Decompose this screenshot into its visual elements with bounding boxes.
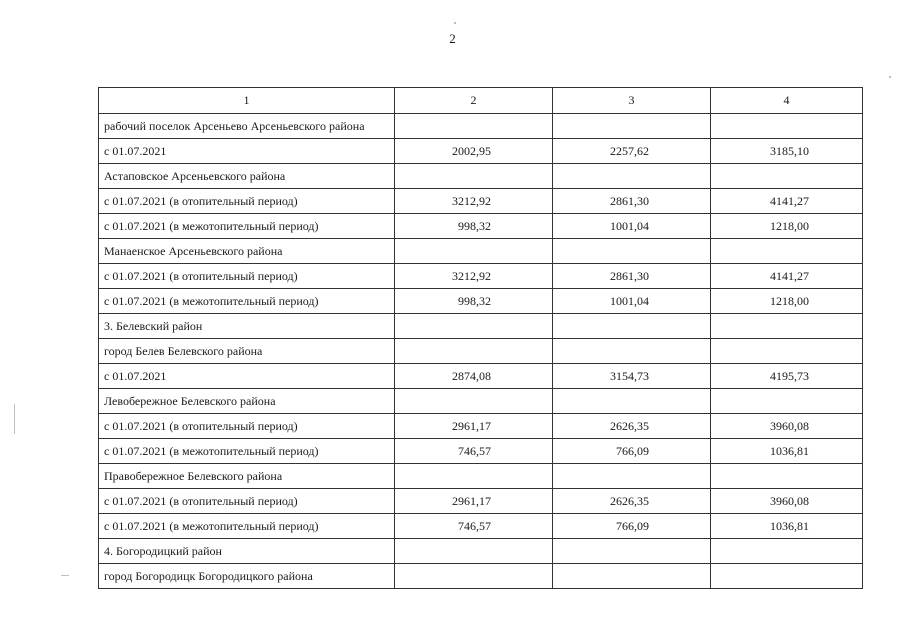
table-header <box>99 88 863 114</box>
row-label: рабочий поселок Арсеньево Арсеньевского района <box>99 114 395 139</box>
row-label: с 01.07.2021 <box>99 364 395 389</box>
column-header-3: 3 <box>553 88 711 114</box>
value-column-2 <box>395 564 553 589</box>
column-header-1: 1 <box>99 88 395 114</box>
value-column-3 <box>553 389 711 414</box>
row-label: Левобережное Белевского района <box>99 389 395 414</box>
value-column-3 <box>553 239 711 264</box>
header-row <box>99 88 863 114</box>
column-header-2: 2 <box>395 88 553 114</box>
value-column-2 <box>395 114 553 139</box>
value-column-4 <box>711 164 863 189</box>
table-row <box>99 339 863 364</box>
value-column-3: 1001,04 <box>553 289 711 314</box>
value-column-3: 2626,35 <box>553 489 711 514</box>
value-column-3: 1001,04 <box>553 214 711 239</box>
table-row <box>99 439 863 464</box>
value-column-3: 2861,30 <box>553 189 711 214</box>
value-column-2: 3212,92 <box>395 189 553 214</box>
value-column-2 <box>395 164 553 189</box>
table-row <box>99 114 863 139</box>
value-column-3: 2861,30 <box>553 264 711 289</box>
value-column-4: 4141,27 <box>711 264 863 289</box>
scan-artifact <box>454 22 456 24</box>
table-row <box>99 164 863 189</box>
value-column-3: 766,09 <box>553 439 711 464</box>
value-column-3 <box>553 339 711 364</box>
table-row <box>99 214 863 239</box>
value-column-2 <box>395 389 553 414</box>
value-column-2: 2961,17 <box>395 489 553 514</box>
row-label: с 01.07.2021 (в межотопительный период) <box>99 289 395 314</box>
value-column-2: 746,57 <box>395 439 553 464</box>
row-label: с 01.07.2021 (в отопительный период) <box>99 414 395 439</box>
tariff-table <box>98 87 863 589</box>
value-column-4 <box>711 564 863 589</box>
row-label: город Белев Белевского района <box>99 339 395 364</box>
row-label: с 01.07.2021 (в отопительный период) <box>99 489 395 514</box>
value-column-3: 3154,73 <box>553 364 711 389</box>
value-column-2: 998,32 <box>395 289 553 314</box>
value-column-4: 1218,00 <box>711 289 863 314</box>
table-row <box>99 239 863 264</box>
value-column-2: 746,57 <box>395 514 553 539</box>
value-column-2: 3212,92 <box>395 264 553 289</box>
value-column-4: 4195,73 <box>711 364 863 389</box>
scan-artifact <box>889 76 891 78</box>
scan-artifact <box>61 575 69 576</box>
table-row <box>99 139 863 164</box>
value-column-4: 3185,10 <box>711 139 863 164</box>
value-column-2 <box>395 314 553 339</box>
table-row <box>99 389 863 414</box>
value-column-4 <box>711 239 863 264</box>
value-column-4: 3960,08 <box>711 414 863 439</box>
table-row <box>99 564 863 589</box>
table-row <box>99 189 863 214</box>
value-column-4: 1036,81 <box>711 439 863 464</box>
table-body <box>99 114 863 589</box>
scan-artifact <box>14 404 15 434</box>
page-number: 2 <box>449 31 456 46</box>
row-label: 3. Белевский район <box>99 314 395 339</box>
value-column-4: 3960,08 <box>711 489 863 514</box>
value-column-2: 998,32 <box>395 214 553 239</box>
value-column-3: 2626,35 <box>553 414 711 439</box>
row-label: Манаенское Арсеньевского района <box>99 239 395 264</box>
table-row <box>99 314 863 339</box>
value-column-4 <box>711 464 863 489</box>
value-column-3 <box>553 114 711 139</box>
value-column-4: 1218,00 <box>711 214 863 239</box>
value-column-4: 4141,27 <box>711 189 863 214</box>
table-row <box>99 264 863 289</box>
value-column-3 <box>553 539 711 564</box>
value-column-3: 766,09 <box>553 514 711 539</box>
table-row <box>99 364 863 389</box>
table-row <box>99 539 863 564</box>
table-row <box>99 489 863 514</box>
value-column-4 <box>711 314 863 339</box>
value-column-2: 2961,17 <box>395 414 553 439</box>
value-column-2 <box>395 239 553 264</box>
value-column-4 <box>711 339 863 364</box>
row-label: Астаповское Арсеньевского района <box>99 164 395 189</box>
value-column-3 <box>553 564 711 589</box>
table-row <box>99 414 863 439</box>
row-label: город Богородицк Богородицкого района <box>99 564 395 589</box>
row-label: с 01.07.2021 <box>99 139 395 164</box>
row-label: Правобережное Белевского района <box>99 464 395 489</box>
row-label: с 01.07.2021 (в межотопительный период) <box>99 514 395 539</box>
value-column-4 <box>711 114 863 139</box>
column-header-4: 4 <box>711 88 863 114</box>
value-column-2 <box>395 339 553 364</box>
row-label: с 01.07.2021 (в отопительный период) <box>99 264 395 289</box>
value-column-2: 2002,95 <box>395 139 553 164</box>
value-column-4 <box>711 539 863 564</box>
value-column-2 <box>395 464 553 489</box>
value-column-2 <box>395 539 553 564</box>
value-column-3 <box>553 314 711 339</box>
value-column-3 <box>553 164 711 189</box>
table-row <box>99 514 863 539</box>
value-column-4: 1036,81 <box>711 514 863 539</box>
value-column-2: 2874,08 <box>395 364 553 389</box>
value-column-3 <box>553 464 711 489</box>
row-label: 4. Богородицкий район <box>99 539 395 564</box>
row-label: с 01.07.2021 (в отопительный период) <box>99 189 395 214</box>
value-column-4 <box>711 389 863 414</box>
row-label: с 01.07.2021 (в межотопительный период) <box>99 214 395 239</box>
table-row <box>99 289 863 314</box>
row-label: с 01.07.2021 (в межотопительный период) <box>99 439 395 464</box>
table-row <box>99 464 863 489</box>
value-column-3: 2257,62 <box>553 139 711 164</box>
